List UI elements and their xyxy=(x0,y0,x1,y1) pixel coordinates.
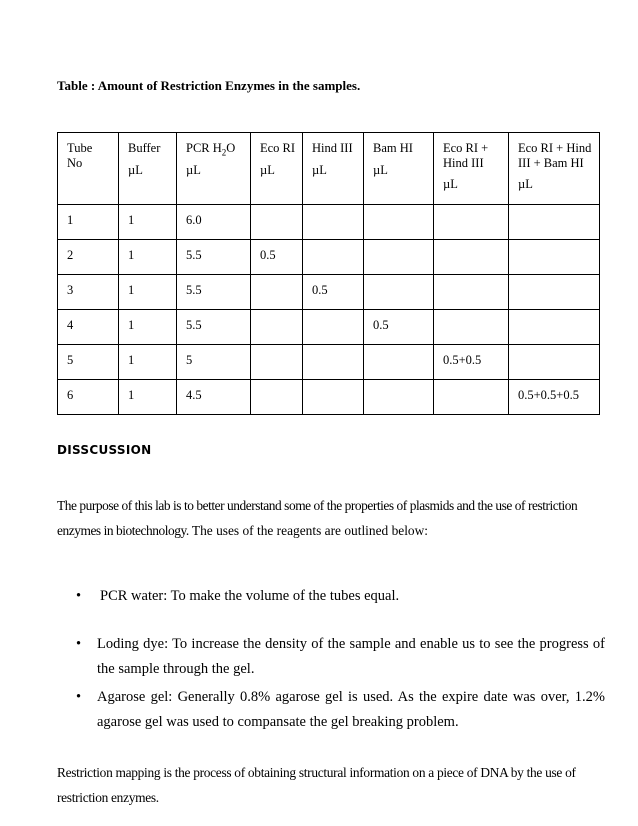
table-cell xyxy=(434,275,509,310)
header-unit: µL xyxy=(312,163,327,177)
header-label: Eco RI + xyxy=(443,141,489,155)
table-cell xyxy=(364,345,434,380)
table-row xyxy=(58,380,600,415)
table-cell: 5.5 xyxy=(177,275,251,310)
table-cell: 3 xyxy=(58,275,119,310)
header-label: Eco RI xyxy=(260,141,296,155)
table-cell xyxy=(364,240,434,275)
list-item-text: Agarose gel: Generally 0.8% agarose gel is used. As the expire date was over, 1.2% agarose gel was used to compansate the gel breaking problem. xyxy=(97,689,605,730)
table-cell: 5 xyxy=(177,345,251,380)
table-cell xyxy=(364,380,434,415)
table-cell: 0.5 xyxy=(364,310,434,345)
header-label: Buffer xyxy=(128,141,161,155)
table-row xyxy=(58,310,600,345)
table-caption: Table : Amount of Restriction Enzymes in the samples. xyxy=(57,78,361,93)
header-label: Eco RI + Hind xyxy=(518,141,592,155)
table-cell: 4.5 xyxy=(177,380,251,415)
table-cell: 5 xyxy=(58,345,119,380)
header-subscript: 2 xyxy=(221,147,227,158)
discussion-heading: DISSCUSSION xyxy=(57,443,152,457)
table-cell xyxy=(303,310,364,345)
header-unit: µL xyxy=(443,177,458,191)
table-body xyxy=(58,205,600,415)
header-cell-tube xyxy=(58,133,119,205)
bullet-icon: • xyxy=(76,588,82,604)
header-label: PCR H xyxy=(186,141,222,155)
list-item-text: Loding dye: To increase the density of the sample and enable us to see the progress of the sample through the gel. xyxy=(97,636,605,677)
header-cell-pcr-water xyxy=(177,133,251,205)
table-cell xyxy=(364,205,434,240)
table-cell xyxy=(251,380,303,415)
table-cell: 1 xyxy=(119,240,177,275)
table-row xyxy=(58,275,600,310)
table-cell xyxy=(364,275,434,310)
table-cell: 5.5 xyxy=(177,310,251,345)
header-cell-bam-hi xyxy=(364,133,434,205)
table-cell: 6.0 xyxy=(177,205,251,240)
table-cell: 0.5 xyxy=(251,240,303,275)
reagent-list xyxy=(57,584,605,735)
table-cell xyxy=(251,205,303,240)
list-item-text: PCR water: To make the volume of the tubes equal. xyxy=(100,588,400,604)
header-cell-eco-ri xyxy=(251,133,303,205)
table-row xyxy=(58,240,600,275)
table-cell xyxy=(303,240,364,275)
table-cell xyxy=(509,310,600,345)
bullet-icon: • xyxy=(76,689,82,705)
header-cell-eco-hind xyxy=(434,133,509,205)
list-item xyxy=(57,584,605,609)
table-cell xyxy=(251,275,303,310)
header-unit: µL xyxy=(186,163,201,177)
header-label: Bam HI xyxy=(373,141,413,155)
header-unit: µL xyxy=(373,163,388,177)
table-cell: 1 xyxy=(119,380,177,415)
discussion-paragraph xyxy=(57,493,605,543)
table-cell xyxy=(434,310,509,345)
header-label-line2: No xyxy=(67,156,83,170)
table-row xyxy=(58,345,600,380)
table-cell: 6 xyxy=(58,380,119,415)
table-cell xyxy=(303,380,364,415)
bullet-icon: • xyxy=(76,636,82,652)
table-cell xyxy=(434,380,509,415)
header-unit: µL xyxy=(260,163,275,177)
header-label-suffix: O xyxy=(226,141,236,155)
header-label: Hind III xyxy=(312,141,353,155)
table-cell: 2 xyxy=(58,240,119,275)
table-cell: 1 xyxy=(119,205,177,240)
table-cell: 1 xyxy=(58,205,119,240)
table-cell: 1 xyxy=(119,310,177,345)
header-unit: µL xyxy=(128,163,143,177)
table-cell xyxy=(303,345,364,380)
table-row xyxy=(58,205,600,240)
table-cell xyxy=(509,345,600,380)
table-cell xyxy=(509,205,600,240)
table-cell: 0.5 xyxy=(303,275,364,310)
table-cell: 1 xyxy=(119,345,177,380)
paragraph-text-part2: The uses of the reagents are outlined below: xyxy=(188,523,429,538)
header-cell-buffer xyxy=(119,133,177,205)
table-cell xyxy=(434,205,509,240)
table-cell: 0.5+0.5 xyxy=(434,345,509,380)
list-item xyxy=(57,632,605,682)
enzyme-table xyxy=(57,132,600,415)
header-label-line2: Hind III xyxy=(443,156,484,170)
header-cell-hind-iii xyxy=(303,133,364,205)
table-cell xyxy=(509,240,600,275)
table-cell xyxy=(509,275,600,310)
header-cell-eco-hind-bam xyxy=(509,133,600,205)
header-unit: µL xyxy=(518,177,533,191)
table-cell xyxy=(434,240,509,275)
table-cell xyxy=(303,205,364,240)
restriction-mapping-paragraph: Restriction mapping is the process of obtaining structural information on a piece of DNA by the use of restriction enzymes. xyxy=(57,765,576,805)
list-item xyxy=(57,685,605,735)
header-label-line2: III + Bam HI xyxy=(518,156,584,170)
table-cell xyxy=(251,345,303,380)
table-cell: 5.5 xyxy=(177,240,251,275)
table-header-row xyxy=(58,133,600,205)
paragraph-text-part1: The purpose of this lab is to better understand some of the properties of plasmids and the use of restriction enzymes in biotechnology. xyxy=(57,498,578,538)
header-label: Tube xyxy=(67,141,93,155)
table-cell: 0.5+0.5+0.5 xyxy=(509,380,600,415)
table-cell xyxy=(251,310,303,345)
table-cell: 1 xyxy=(119,275,177,310)
table-cell: 4 xyxy=(58,310,119,345)
